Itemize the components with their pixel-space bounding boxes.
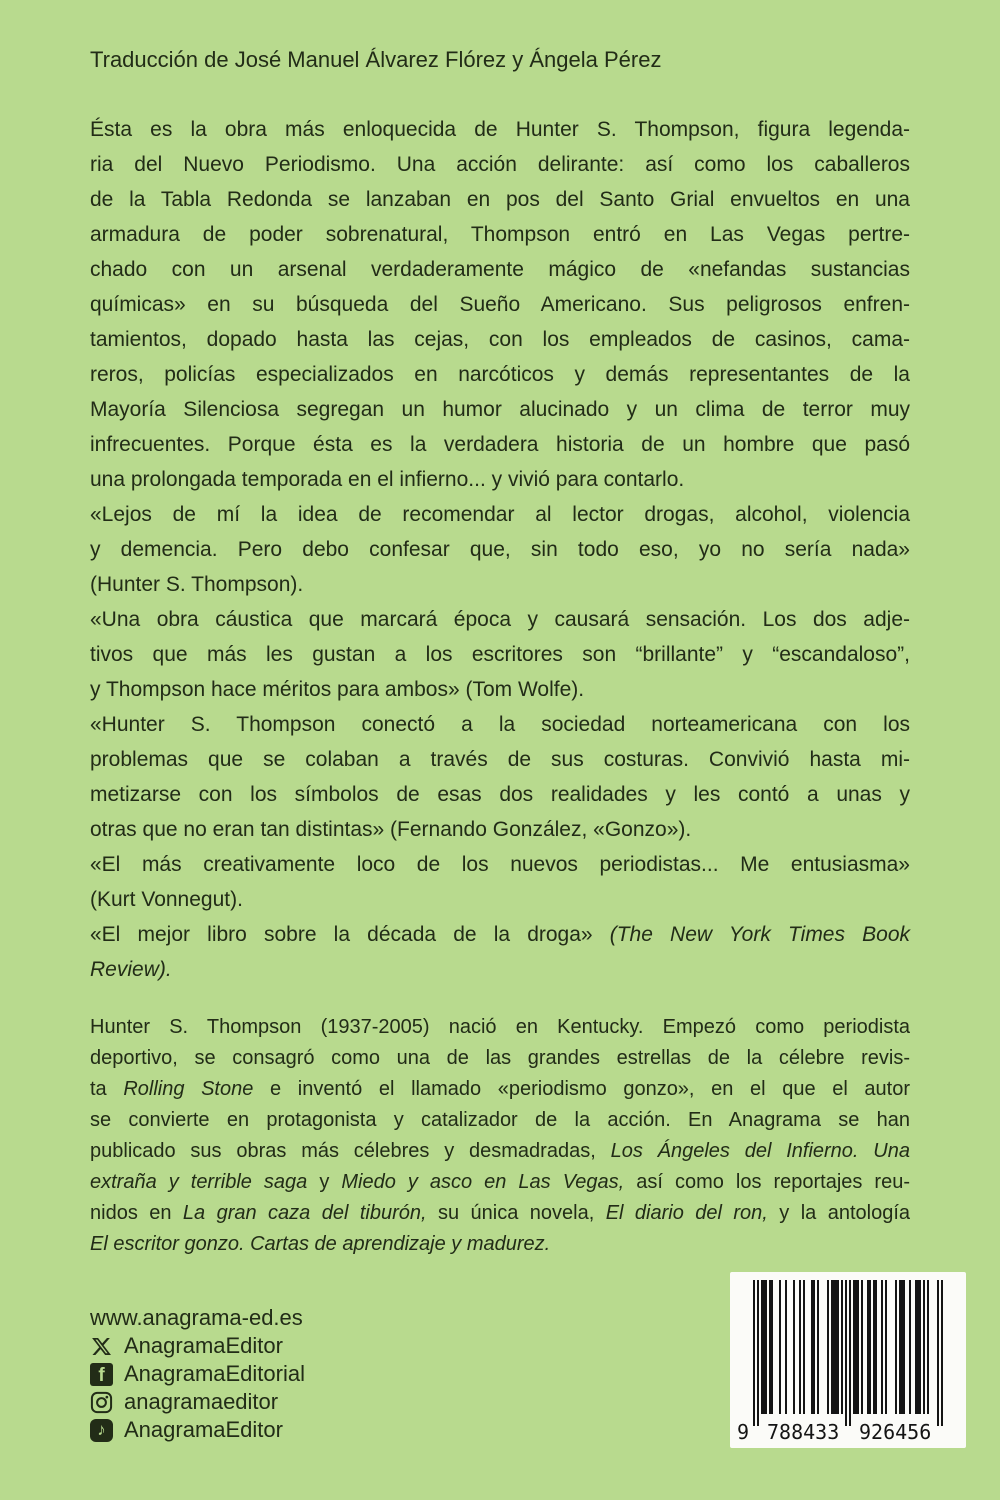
footer-links	[90, 1304, 305, 1444]
quote-line: «Lejos de mí la idea de recomendar al lector drogas, alcohol, violencia	[90, 503, 910, 526]
quote-line: problemas que se colaban a través de sus costuras. Convivió hasta mi-	[90, 748, 910, 771]
quote-line: (Hunter S. Thompson).	[90, 573, 304, 596]
bio-line: se convierte en protagonista y catalizador de la acción. En Anagrama se han	[90, 1109, 910, 1131]
quote-line: «El más creativamente loco de los nuevos periodistas... Me entusiasma»	[90, 853, 910, 876]
quote-line: «Una obra cáustica que marcará época y causará sensación. Los dos adje-	[90, 608, 910, 631]
quote-line: metizarse con los símbolos de esas dos realidades y les contó a unas y	[90, 783, 910, 806]
description-line: infrecuentes. Porque ésta es la verdadera historia de un hombre que pasó	[90, 433, 910, 456]
bio-line: nidos en La gran caza del tiburón, su única novela, El diario del ron, y la antología	[90, 1202, 911, 1224]
website-row	[90, 1304, 305, 1332]
bio-line: ta Rolling Stone e inventó el llamado «periodismo gonzo», en el que el autor	[90, 1078, 910, 1100]
translation-credit: Traducción de José Manuel Álvarez Flórez y Ángela Pérez	[90, 47, 662, 72]
description-line: de la Tabla Redonda se lanzaban en pos del Santo Grial envueltos en una	[90, 188, 910, 211]
social-row-tiktok	[90, 1416, 305, 1444]
bio-line: extraña y terrible saga y Miedo y asco en Las Vegas, así como los reportajes reu-	[90, 1171, 910, 1193]
quote-line: y demencia. Pero debo confesar que, sin todo eso, yo no sería nada»	[90, 538, 910, 561]
instagram-icon	[90, 1391, 113, 1414]
facebook-handle: AnagramaEditorial	[124, 1361, 305, 1386]
quote-line: (Kurt Vonnegut).	[90, 888, 243, 911]
description-line: armadura de poder sobrenatural, Thompson entró en Las Vegas pertre-	[90, 223, 910, 246]
social-row-facebook	[90, 1360, 305, 1388]
author-bio-block	[90, 1012, 910, 1260]
barcode-digit-group: 926456	[859, 1420, 932, 1444]
quote-line: y Thompson hace méritos para ambos» (Tom Wolfe).	[90, 678, 585, 701]
social-row-instagram	[90, 1388, 305, 1416]
quote-line: «El mejor libro sobre la década de la droga» (The New York Times Book	[90, 923, 910, 946]
quote-line: tivos que más les gustan a los escritores son “brillante” y “escandaloso”,	[90, 643, 910, 666]
social-row-x	[90, 1332, 305, 1360]
description-line: tamientos, dopado hasta las cejas, con los empleados de casinos, cama-	[90, 328, 910, 351]
barcode	[730, 1272, 966, 1448]
bio-line: deportivo, se consagró como una de las grandes estrellas de la célebre revis-	[90, 1047, 910, 1069]
barcode-digit-group: 788433	[767, 1420, 840, 1444]
instagram-handle: anagramaeditor	[124, 1389, 279, 1414]
barcode-digit-group: 9	[737, 1420, 750, 1444]
description-line: una prolongada temporada en el infierno... y vivió para contarlo.	[90, 468, 685, 491]
facebook-icon: f	[90, 1363, 113, 1386]
description-line: chado con un arsenal verdaderamente mágico de «nefandas sustancias	[90, 258, 910, 281]
bio-line: publicado sus obras más célebres y desmadradas, Los Ángeles del Infierno. Una	[90, 1140, 910, 1162]
bio-line: El escritor gonzo. Cartas de aprendizaje y madurez.	[90, 1233, 551, 1255]
quote-line: Review).	[90, 958, 172, 981]
quote-line: «Hunter S. Thompson conectó a la sociedad norteamericana con los	[90, 713, 910, 736]
x-handle: AnagramaEditor	[124, 1333, 283, 1358]
description-line: reros, policías especializados en narcóticos y demás representantes de la	[90, 363, 910, 386]
website-url: www.anagrama-ed.es	[90, 1305, 303, 1330]
tiktok-icon: ♪	[90, 1419, 113, 1442]
x-icon	[90, 1335, 113, 1358]
description-line: ria del Nuevo Periodismo. Una acción delirante: así como los caballeros	[90, 153, 910, 176]
tiktok-handle: AnagramaEditor	[124, 1417, 283, 1442]
quote-line: otras que no eran tan distintas» (Fernando González, «Gonzo»).	[90, 818, 692, 841]
description-block	[90, 112, 910, 987]
description-line: químicas» en su búsqueda del Sueño Americano. Sus peligrosos enfren-	[90, 293, 910, 316]
description-line: Mayoría Silenciosa segregan un humor alucinado y un clima de terror muy	[90, 398, 910, 421]
bio-line: Hunter S. Thompson (1937-2005) nació en Kentucky. Empezó como periodista	[90, 1016, 910, 1038]
description-line: Ésta es la obra más enloquecida de Hunter S. Thompson, figura legenda-	[90, 118, 910, 141]
